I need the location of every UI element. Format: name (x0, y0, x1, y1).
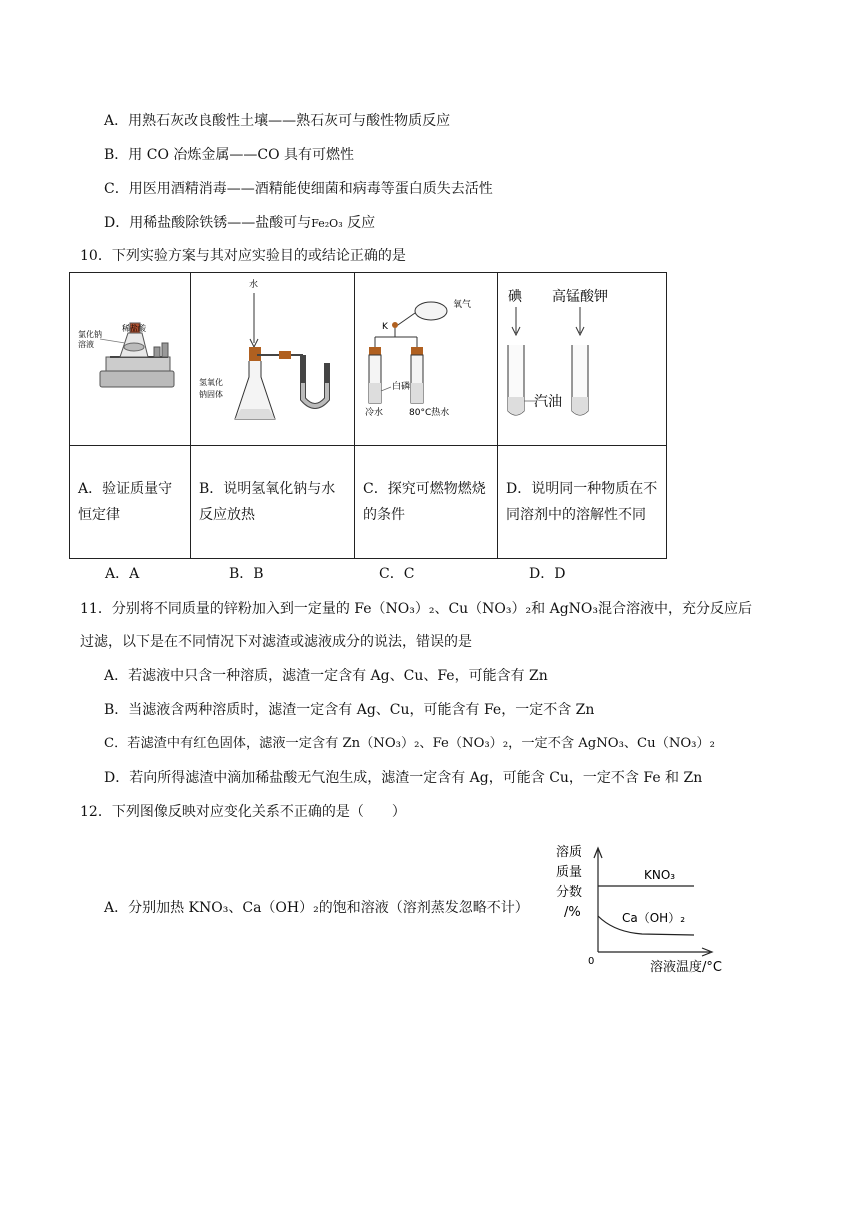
q11-stem-line2: 过滤，以下是在不同情况下对滤渣或滤液成分的说法，错误的是 (80, 634, 472, 650)
q11-stem-line1: 11．分别将不同质量的锌粉加入到一定量的 Fe（NO₃）₂、Cu（NO₃）₂和 AgNO₃混合溶液中，充分反应后 (80, 601, 752, 617)
label-iodine: 碘 (508, 289, 522, 305)
q10-option-b: B．B (229, 566, 264, 582)
q9-option-c: C．用医用酒精消毒——酒精能使细菌和病毒等蛋白质失去活性 (104, 181, 493, 197)
test-tubes-icon (498, 273, 666, 441)
q9-option-a: A．用熟石灰改良酸性土壤——熟石灰可与酸性物质反应 (104, 113, 451, 129)
label-water: 水 (249, 280, 259, 290)
q10-image-d (498, 273, 667, 446)
graph-ylabel-3: 分数 (556, 885, 583, 900)
label-sodium-chloride: 氯化钠 (78, 330, 102, 339)
q11-option-b: B．当滤液含两种溶质时，滤渣一定含有 Ag、Cu，可能含有 Fe，一定不含 Zn (104, 702, 595, 718)
label-valve-k: K (382, 322, 388, 332)
label-oxygen: 氧气 (453, 300, 472, 310)
flask-u-tube-icon (191, 273, 354, 441)
label-dilute-hcl: 稀盐酸 (122, 324, 146, 333)
q9-option-d-formula: Fe₂O₃ (311, 217, 343, 230)
graph-ylabel-1: 溶质 (556, 845, 583, 860)
q12-stem: 12．下列图像反映对应变化关系不正确的是（ ） (80, 804, 406, 820)
q10-cell-c: C．探究可燃物燃烧的条件 (355, 446, 498, 559)
q11-option-c: C．若滤渣中有红色固体，滤液一定含有 Zn（NO₃）₂、Fe（NO₃）₂，一定不含 AgNO₃、Cu（NO₃）₂ (104, 736, 715, 751)
label-kmno4: 高锰酸钾 (552, 289, 608, 305)
graph-ylabel-4: /% (564, 905, 581, 920)
q11-option-a: A．若滤液中只含一种溶质，滤渣一定含有 Ag、Cu、Fe，可能含有 Zn (104, 668, 548, 684)
q10-image-b (191, 273, 355, 446)
label-gasoline: 汽油 (534, 394, 562, 410)
label-naoh: 氢氧化 (199, 378, 223, 387)
q10-experiment-table (69, 272, 667, 559)
q10-option-d: D．D (529, 566, 566, 582)
graph-xlabel: 溶液温度/°C (650, 960, 722, 975)
q9-option-d-prefix: D．用稀盐酸除铁锈——盐酸可与 (104, 215, 312, 231)
label-solid: 钠固体 (199, 390, 223, 399)
balance-apparatus-icon (70, 273, 190, 441)
q10-stem: 10．下列实验方案与其对应实验目的或结论正确的是 (80, 248, 406, 264)
q10-cell-d: D．说明同一种物质在不同溶剂中的溶解性不同 (498, 446, 667, 559)
q9-option-d (104, 213, 375, 234)
q9-option-d-suffix: 反应 (342, 215, 376, 231)
label-hot-water: 80°C热水 (409, 408, 450, 418)
q10-option-a: A．A (105, 566, 140, 582)
label-solution: 溶液 (78, 340, 94, 349)
q10-cell-b: B．说明氢氧化钠与水反应放热 (191, 446, 355, 559)
q10-image-a (70, 273, 191, 446)
graph-ylabel-2: 质量 (556, 865, 583, 880)
q10-option-c: C．C (379, 566, 415, 582)
graph-origin: 0 (588, 956, 595, 967)
q12-solubility-graph (552, 840, 742, 980)
label-white-phosphorus: 白磷 (392, 382, 411, 392)
q9-option-b: B．用 CO 冶炼金属——CO 具有可燃性 (104, 147, 355, 163)
graph-series-kno3: KNO₃ (644, 868, 676, 882)
q10-image-c (355, 273, 498, 446)
graph-series-caoh2: Ca（OH）₂ (622, 911, 686, 925)
q11-option-d: D．若向所得滤渣中滴加稀盐酸无气泡生成，滤渣一定含有 Ag，可能含 Cu，一定不含 Fe 和 Zn (104, 770, 703, 786)
q10-cell-a: A．验证质量守恒定律 (70, 446, 191, 559)
label-cold-water: 冷水 (365, 408, 384, 418)
q12-option-a: A．分别加热 KNO₃、Ca（OH）₂的饱和溶液（溶剂蒸发忽略不计） (104, 900, 529, 916)
combustion-apparatus-icon (355, 273, 497, 441)
